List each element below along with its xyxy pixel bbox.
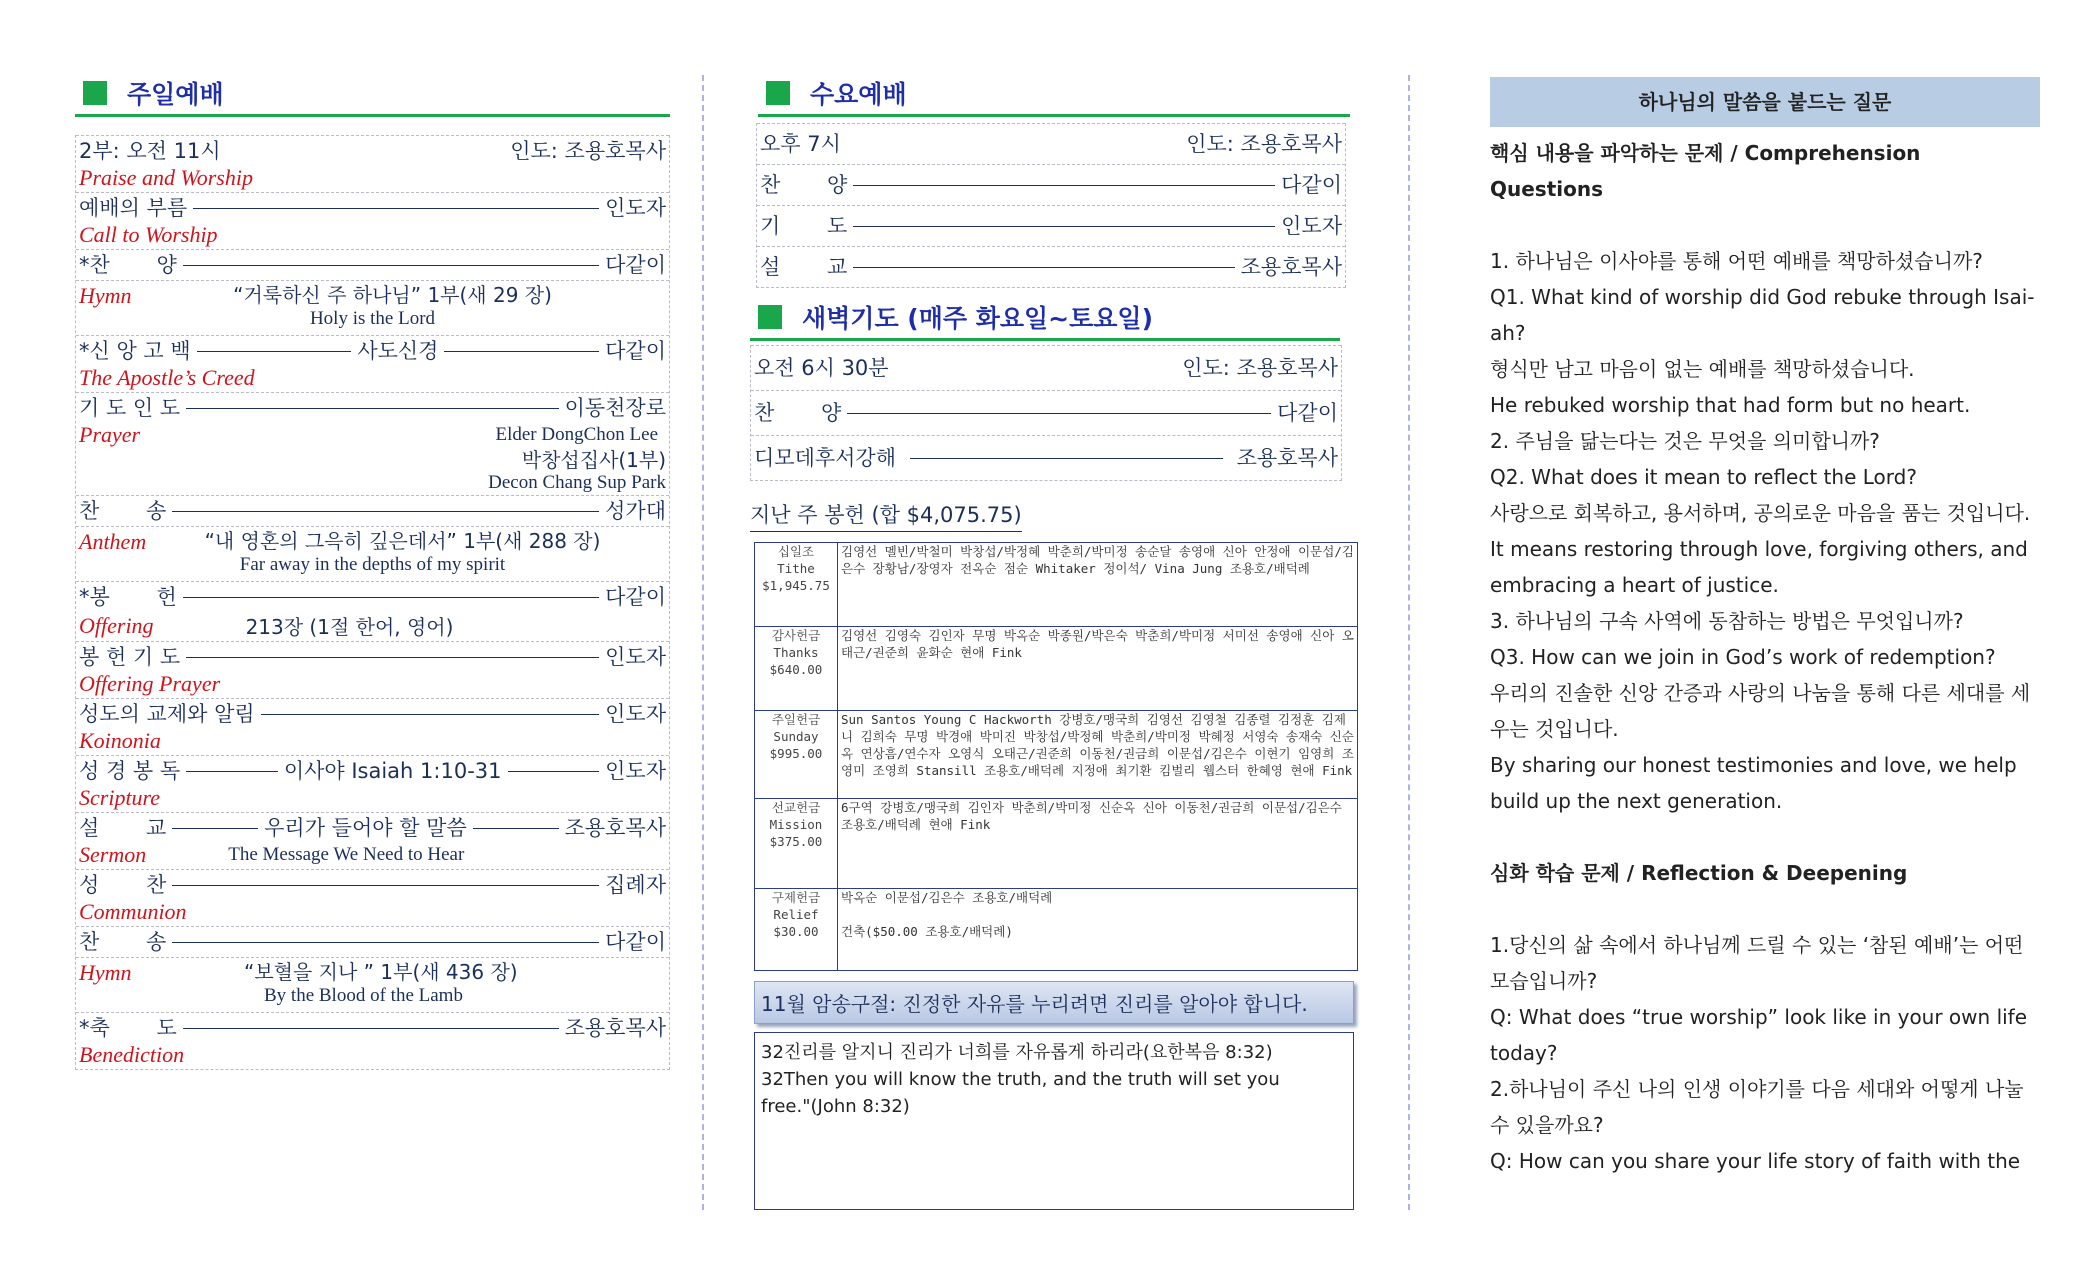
anthem-detail [76,526,669,581]
question-line: Q2. What does it mean to reflect the Lord? [1490,465,1917,489]
benediction-ko: *축 도 [79,1016,177,1040]
offer-prayer-en: Offering Prayer [79,671,221,696]
call-ko: 예배의 부름 [79,196,188,220]
offering-ko: *봉 헌 [79,585,177,609]
offering-category-en: Tithe [777,561,815,576]
anthem [76,495,669,526]
hymn2-label: Hymn [79,960,132,985]
question-line: 1. 하나님은 이사야를 통해 어떤 예배를 책망하셨습니까? [1490,249,1983,273]
dawn-title: 새벽기도 (매주 화요일~토요일) [802,304,1154,333]
scripture-mid: 이사야 Isaiah 1:10-31 [283,759,502,783]
creed-ko: *신 앙 고 백 [79,339,191,363]
scripture-ko: 성 경 봉 독 [79,759,181,783]
green-square-icon [766,81,790,105]
sermon-label: Sermon [79,842,147,867]
anthem-by: 성가대 [605,499,666,523]
wednesday-title: 수요예배 [810,80,907,109]
anthem-label: Anthem [79,529,147,554]
wednesday-time: 오후 7시 [760,132,841,156]
reflection-list [1490,927,2040,1179]
offering-table [754,542,1358,971]
answer-line: 우리의 진솔한 신앙 간증과 사랑의 나눔을 통해 다른 세대를 세우는 것입니다. [1490,681,2031,741]
offering-summary-title: 지난 주 봉헌 (합 $4,075.75) [750,499,1022,532]
table-row [755,889,1358,971]
offering-amount: $995.00 [769,746,823,761]
table-row [755,799,1358,889]
hymn1-title: “거룩하신 주 하나님” 1부(새 29 장) [233,283,552,307]
sermon-ko: 설 교 [79,816,167,840]
offering-building-note: 건축($50.00 조용호/배덕례) [841,924,1013,939]
wednesday-program [756,123,1346,288]
dawn-row-by: 다같이 [1277,401,1338,425]
communion-en: Communion [79,899,187,924]
wed-row-ko: 찬 양 [760,173,848,197]
memory-verse-heading: 11월 암송구절: 진정한 자유를 누리려면 진리를 알아야 합니다. [754,981,1354,1024]
sunday-time: 2부: 오전 11시 [79,139,221,163]
wed-row-by: 인도자 [1281,214,1342,238]
offering-names: 박옥순 이문섭/김은수 조용호/배덕례 [841,890,1053,905]
hymn1-label: Hymn [79,283,132,308]
communion-ko: 성 찬 [79,873,167,897]
prayer [76,392,669,495]
benediction-by: 조용호목사 [564,1016,666,1040]
communion [76,869,669,926]
offering-names: 6구역 강병호/맹국희 김인자 박춘희/박미정 신순옥 신아 이동천/권금희 이문섭/김은수 조용호/배덕례 현애 Fink [838,799,1358,889]
sermon [76,812,669,869]
memory-verse-en: 32Then you will know the truth, and the truth will set you free."(John 8:32) [761,1069,1280,1117]
table-row [755,711,1358,799]
sunday-leader: 인도: 조용호목사 [510,139,666,163]
scripture [76,755,669,812]
answer-line: 사랑으로 회복하고, 용서하며, 공의로운 마음을 품는 것입니다. [1490,501,2031,525]
question-line: Q: What does “true worship” look like in your own life today? [1490,1005,2028,1065]
comprehension-list [1490,243,2040,819]
call-by: 인도자 [605,196,666,220]
answer-line: By sharing our honest testimonies and love, we help build up the next generation. [1490,753,2017,813]
prayer-ko: 기 도 인 도 [79,396,181,420]
hymn2-title: “보혈을 지나 ” 1부(새 436 장) [244,960,518,984]
prayer-name1: Elder DongChon Lee [495,424,658,445]
offering-names: 김영선 김영숙 김인자 무명 박옥순 박종원/박은숙 박춘희/박미정 서미선 송영애 신아 오태근/권준희 윤화순 현애 Fink [838,627,1358,711]
question-line: 2. 주님을 닮는다는 것은 무엇을 의미합니까? [1490,429,1880,453]
sunday-service-header [75,72,670,117]
dawn-row [751,390,1341,435]
creed-mid: 사도신경 [357,339,439,363]
questions-title: 하나님의 말씀을 붙드는 질문 [1490,77,2040,127]
sermon-en: The Message We Need to Hear [228,844,465,865]
offering-category: 감사헌금 [771,628,821,643]
dawn-row-by: 조용호목사 [1236,446,1338,470]
wed-row-ko: 설 교 [760,255,848,279]
wednesday-header [758,72,1350,117]
question-line: 2.하나님이 주신 나의 인생 이야기를 다음 세대와 어떻게 나눌 수 있을까요? [1490,1077,2024,1137]
anthem-title: “내 영혼의 그윽히 깊은데서” 1부(새 288 장) [204,529,601,553]
table-row [755,543,1358,627]
offering-category-en: Thanks [773,645,819,660]
hymn2-ko: 찬 송 [79,930,167,954]
weekday-column [750,72,1354,1210]
question-line: Q: How can you share your life story of faith with the [1490,1149,2021,1173]
offering-label: Offering [79,612,154,638]
memory-verse-ko: 32진리를 알지니 진리가 너희를 자유롭게 하리라(요한복음 8:32) [761,1042,1273,1063]
offering-amount: $1,945.75 [762,578,830,593]
offering-by: 다같이 [605,585,666,609]
column-divider-2 [1408,75,1410,1210]
wed-row-ko: 기 도 [760,214,848,238]
hymn-1 [76,249,669,280]
offering-category-en: Mission [769,817,823,832]
reflection-title: 심화 학습 문제 / Reflection & Deepening [1490,861,1908,885]
green-square-icon [83,81,107,105]
wednesday-row [757,164,1345,205]
call-to-worship [76,192,669,249]
hymn2-by: 다같이 [605,930,666,954]
answer-line: It means restoring through love, forgiving others, and embracing a heart of justice. [1490,537,2028,597]
wednesday-leader: 인도: 조용호목사 [1186,132,1342,156]
prayer-by2: 박창섭집사(1부) [521,448,666,472]
koinonia-by: 인도자 [605,702,666,726]
benediction-en: Benediction [79,1042,185,1067]
offering-category: 십일조 [777,544,815,559]
hymn-2 [76,926,669,957]
green-square-icon [758,305,782,329]
question-line: Q3. How can we join in God’s work of redemption? [1490,645,1996,669]
column-divider-1 [702,75,704,1210]
anthem-en: Far away in the depths of my spirit [239,554,506,575]
sunday-program [75,135,670,1070]
memory-verse-box [754,1032,1354,1210]
sermon-by: 조용호목사 [564,816,667,840]
question-line: Q1. What kind of worship did God rebuke through Isai-ah? [1490,285,2035,345]
sermon-mid: 우리가 들어야 할 말씀 [264,816,467,840]
offering-category-en: Relief [773,907,819,922]
offering-amount: $30.00 [773,924,819,939]
offer-prayer-by: 인도자 [605,645,666,669]
dawn-time: 오전 6시 30분 [754,356,889,380]
offering-category: 선교헌금 [771,800,821,815]
offering-category-en: Sunday [773,729,819,744]
wednesday-row [757,246,1345,287]
koinonia-en: Koinonia [79,728,161,753]
hymn1-ko: *찬 양 [79,253,177,277]
hymn-2-detail [76,957,669,1012]
question-line: 3. 하나님의 구속 사역에 동참하는 방법은 무엇입니까? [1490,609,1964,633]
hymn1-en: Holy is the Lord [309,308,436,329]
dawn-row-ko: 찬 양 [754,401,842,425]
prayer-label: Prayer [79,422,141,447]
offering [76,581,669,641]
sunday-service-title: 주일예배 [127,80,224,109]
offering-amount: $640.00 [769,662,823,677]
dawn-row-ko: 디모데후서강해 [754,446,897,470]
koinonia-ko: 성도의 교제와 알림 [79,702,255,726]
hymn1-by: 다같이 [605,253,666,277]
offering-names: 김영선 멜빈/박철미 박창섭/박정혜 박춘희/박미정 송순달 송영애 신아 안정애 이문섭/김은수 장황남/장영자 전옥순 점순 Whitaker 정이석/ Vina Jung 조용호/배덕례 [838,543,1358,627]
wed-row-by: 조용호목사 [1240,255,1342,279]
hymn-1-detail [76,280,669,335]
wednesday-row [757,205,1345,246]
praise-label: Praise and Worship [79,165,253,190]
sunday-service-column [75,72,670,1070]
answer-line: 형식만 남고 마음이 없는 예배를 책망하셨습니다. [1490,357,1915,381]
offering-category: 주일헌금 [771,712,821,727]
offering-title: 213장 (1절 한어, 영어) [245,615,454,639]
dawn-prayer-header [750,296,1340,341]
dawn-row [751,435,1341,480]
answer-line: He rebuked worship that had form but no heart. [1490,393,1971,417]
questions-column [1490,77,2040,1179]
scripture-by: 인도자 [605,759,666,783]
dawn-leader: 인도: 조용호목사 [1182,356,1338,380]
offering-category: 구제헌금 [771,890,821,905]
benediction [76,1012,669,1069]
offering-prayer [76,641,669,698]
anthem-ko: 찬 송 [79,499,167,523]
creed-by: 다같이 [605,339,666,363]
call-en: Call to Worship [79,222,218,247]
scripture-en: Scripture [79,785,161,810]
prayer-name2: Decon Chang Sup Park [488,472,666,493]
question-line: 1.당신의 삶 속에서 하나님께 드릴 수 있는 ‘참된 예배’는 어떤 모습입니까? [1490,933,2024,993]
apostles-creed [76,335,669,392]
hymn2-en: By the Blood of the Lamb [264,985,463,1006]
prayer-by: 이동천장로 [564,396,666,420]
offering-amount: $375.00 [769,834,823,849]
offering-names: Sun Santos Young C Hackworth 강병호/맹국희 김영선 김영철 김종렬 김정훈 김제니 김희숙 무명 박경애 박미진 박창섭/박정혜 박춘희/박미정 박혜정 서영숙 송재숙 신순옥 연상흠/연수자 오영식 오태근/권준희 이동천/권금희 이문섭/김은수 이현기 임영희 조영미 조영희 Stansill 조용호/배덕례 지정애 최기환 킴벌리 웹스터 한혜영 현애 Fink [838,711,1358,799]
communion-by: 집례자 [605,873,666,897]
comprehension-title: 핵심 내용을 파악하는 문제 / Comprehension Questions [1490,141,1921,201]
creed-en: The Apostle’s Creed [79,365,255,390]
table-row [755,627,1358,711]
offer-prayer-ko: 봉 헌 기 도 [79,645,181,669]
wed-row-by: 다같이 [1281,173,1342,197]
koinonia [76,698,669,755]
dawn-program [750,345,1342,481]
